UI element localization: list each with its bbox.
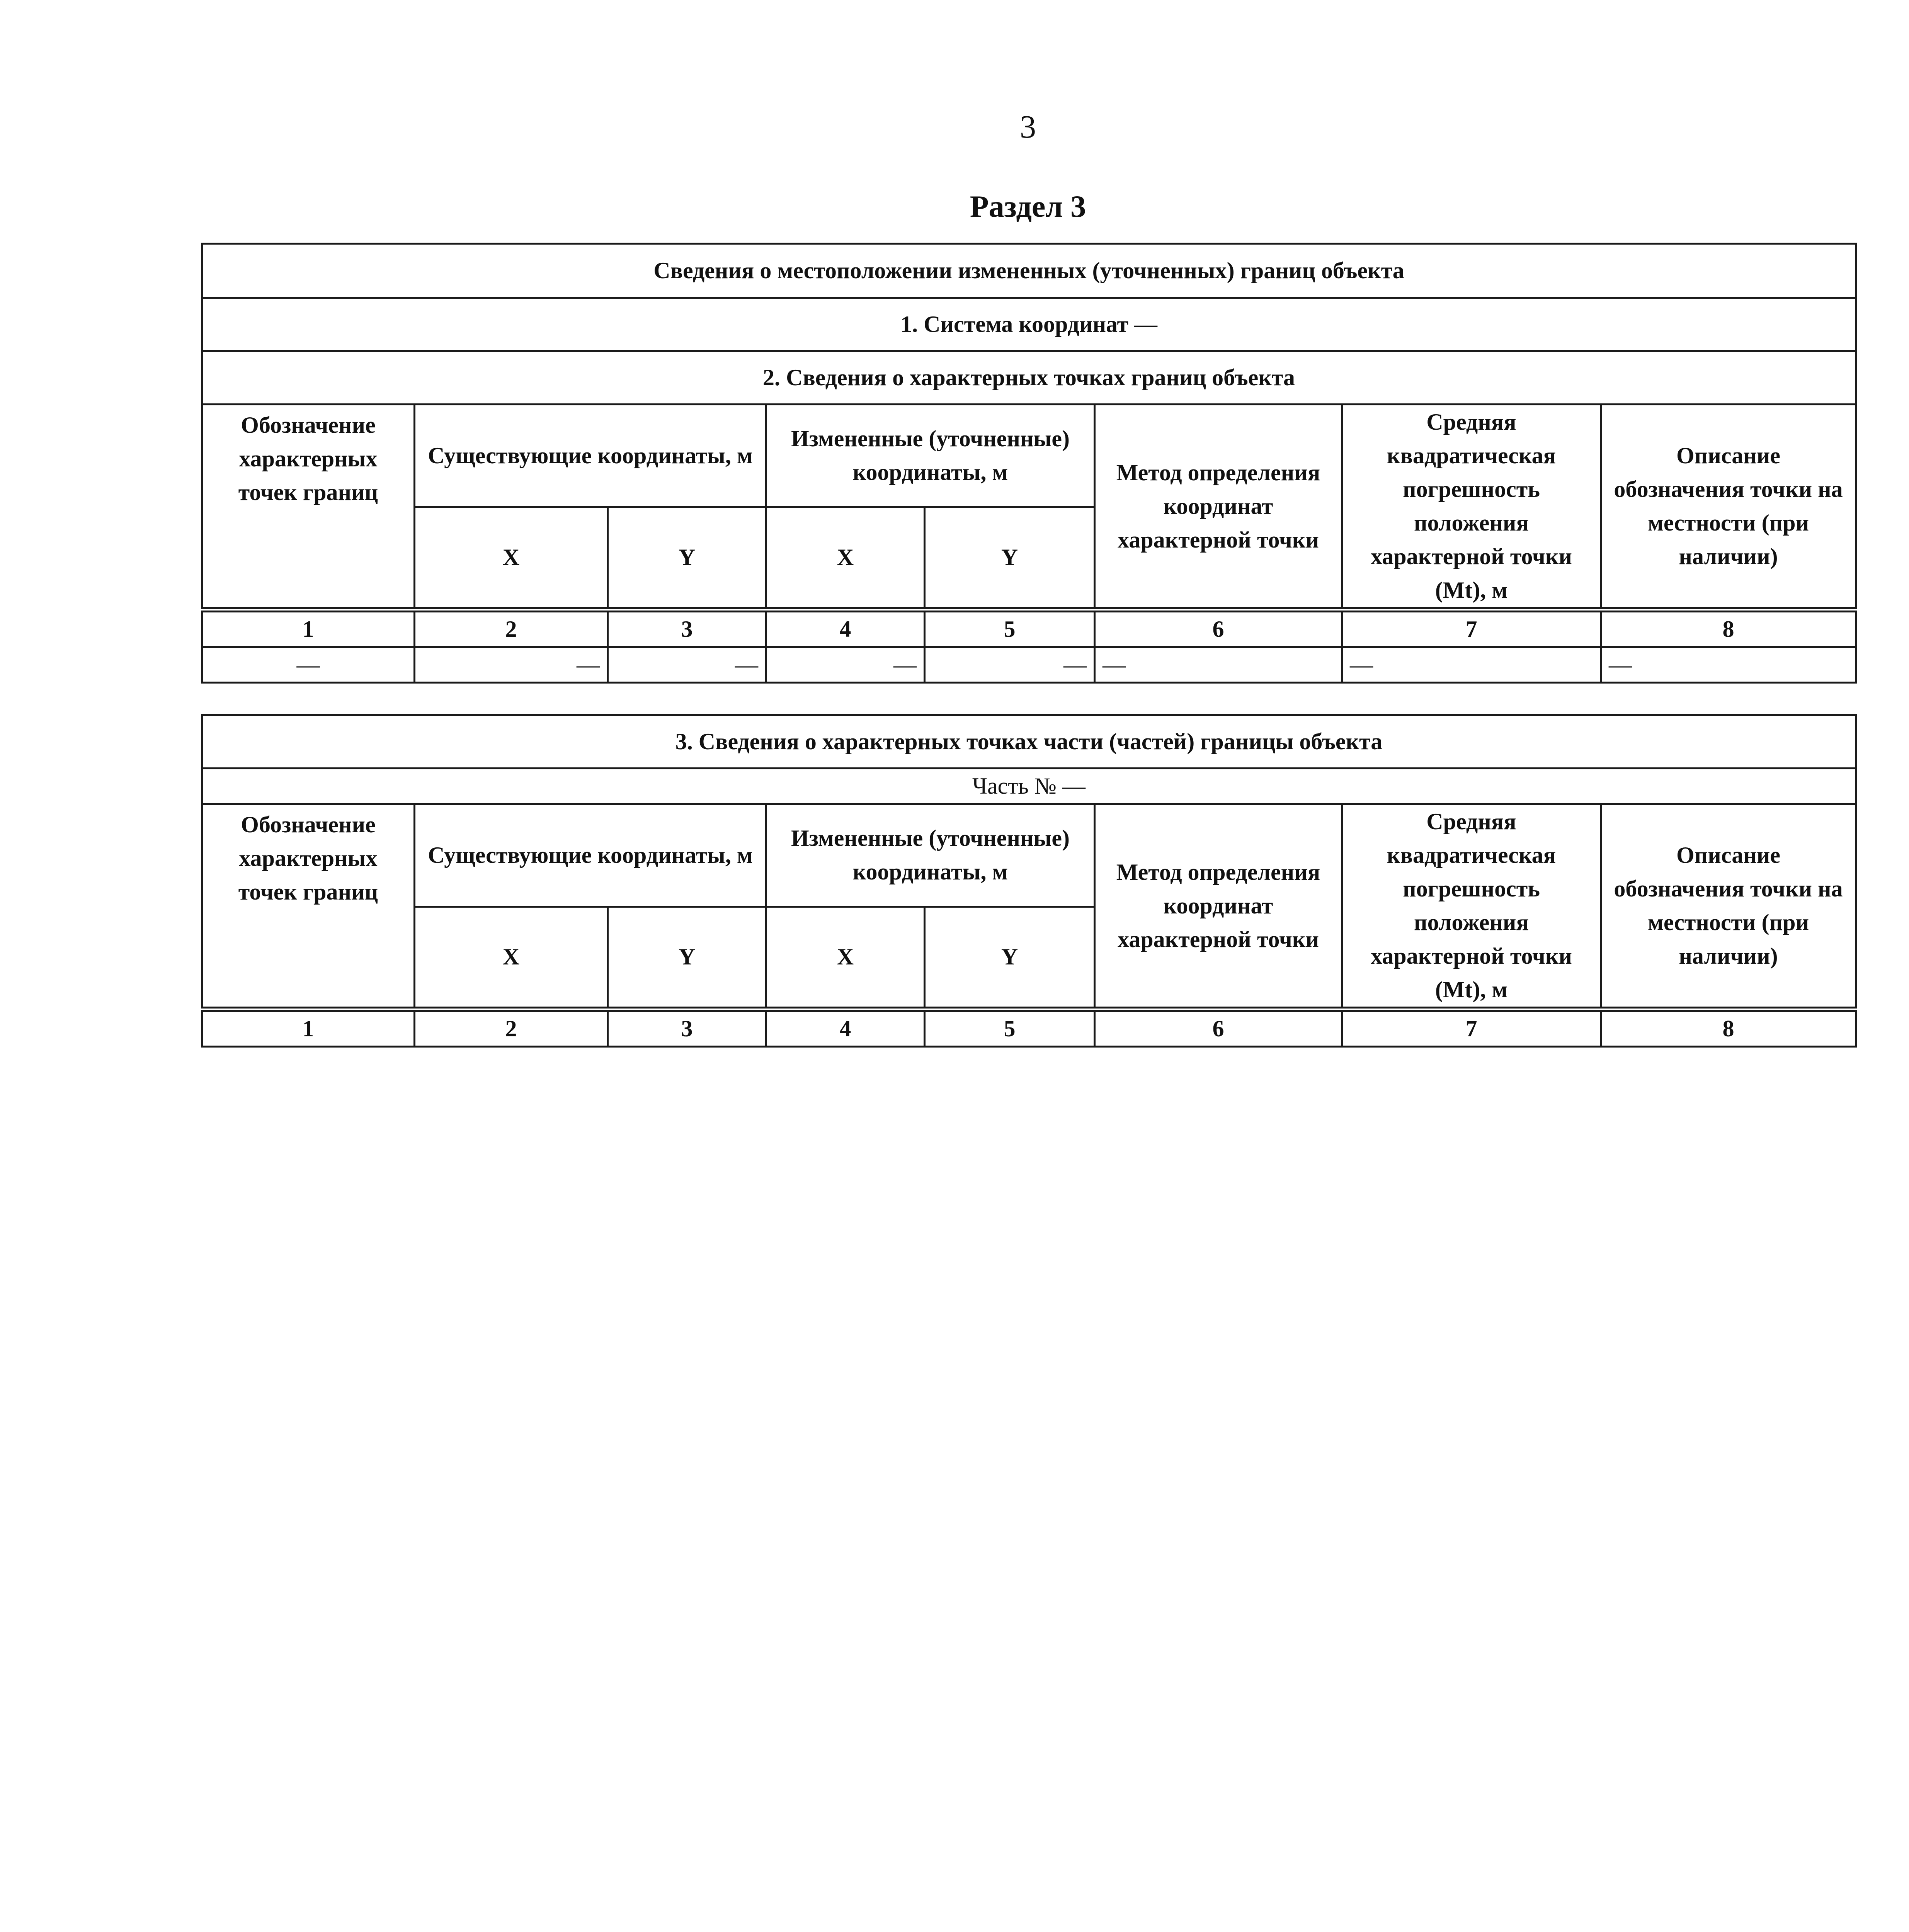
- header-changed-x: X: [766, 906, 925, 1009]
- header-changed-coordinates: Измененные (уточненные) координаты, м: [766, 804, 1095, 907]
- table-cell: —: [1601, 647, 1856, 683]
- column-number: 3: [608, 1009, 766, 1047]
- column-number: 6: [1095, 610, 1342, 647]
- column-number: 3: [608, 610, 766, 647]
- header-changed-coordinates: Измененные (уточненные) координаты, м: [766, 405, 1095, 507]
- table-cell: —: [202, 647, 415, 683]
- header-designation: Обозначение характерных точек границ: [202, 804, 415, 1010]
- column-number: 7: [1342, 610, 1601, 647]
- column-number: 5: [925, 610, 1095, 647]
- part-boundary-points-table: [201, 714, 1857, 1048]
- header-existing-coordinates: Существующие координаты, м: [415, 405, 766, 507]
- part-section-title: 3. Сведения о характерных точках части (частей) границы объекта: [202, 715, 1856, 769]
- column-number: 6: [1095, 1009, 1342, 1047]
- header-existing-x: X: [415, 507, 608, 610]
- coordinate-system-row: 1. Система координат —: [202, 298, 1856, 351]
- column-number: 4: [766, 1009, 925, 1047]
- header-changed-x: X: [766, 507, 925, 610]
- header-changed-y: Y: [925, 507, 1095, 610]
- header-error: Средняя квадратическая погрешность положения характерной точки (Mt), м: [1342, 804, 1601, 1010]
- page-number: 3: [1020, 109, 1036, 145]
- header-changed-y: Y: [925, 906, 1095, 1009]
- header-existing-coordinates: Существующие координаты, м: [415, 804, 766, 907]
- header-existing-y: Y: [608, 507, 766, 610]
- header-method: Метод определения координат характерной точки: [1095, 804, 1342, 1010]
- column-number: 8: [1601, 1009, 1856, 1047]
- table-cell: —: [1342, 647, 1601, 683]
- table-cell: —: [925, 647, 1095, 683]
- header-description: Описание обозначения точки на местности (при наличии): [1601, 405, 1856, 610]
- column-number: 1: [202, 1009, 415, 1047]
- points-section-title: 2. Сведения о характерных точках границ объекта: [202, 351, 1856, 405]
- part-number-label: Часть № —: [202, 769, 1856, 804]
- table-row: [202, 647, 1856, 683]
- column-number: 1: [202, 610, 415, 647]
- header-existing-x: X: [415, 906, 608, 1009]
- column-number: 7: [1342, 1009, 1601, 1047]
- table-cell: —: [608, 647, 766, 683]
- column-number: 4: [766, 610, 925, 647]
- column-number: 2: [415, 610, 608, 647]
- column-number: 8: [1601, 610, 1856, 647]
- column-number: 5: [925, 1009, 1095, 1047]
- header-error: Средняя квадратическая погрешность положения характерной точки (Mt), м: [1342, 405, 1601, 610]
- table-cell: —: [1095, 647, 1342, 683]
- table-cell: —: [415, 647, 608, 683]
- header-existing-y: Y: [608, 906, 766, 1009]
- header-designation: Обозначение характерных точек границ: [202, 405, 415, 610]
- boundary-location-table: [201, 243, 1857, 684]
- header-description: Описание обозначения точки на местности (при наличии): [1601, 804, 1856, 1010]
- table-title: Сведения о местоположении измененных (уточненных) границ объекта: [202, 244, 1856, 298]
- column-number: 2: [415, 1009, 608, 1047]
- section-title: Раздел 3: [970, 190, 1086, 224]
- header-method: Метод определения координат характерной точки: [1095, 405, 1342, 610]
- table-cell: —: [766, 647, 925, 683]
